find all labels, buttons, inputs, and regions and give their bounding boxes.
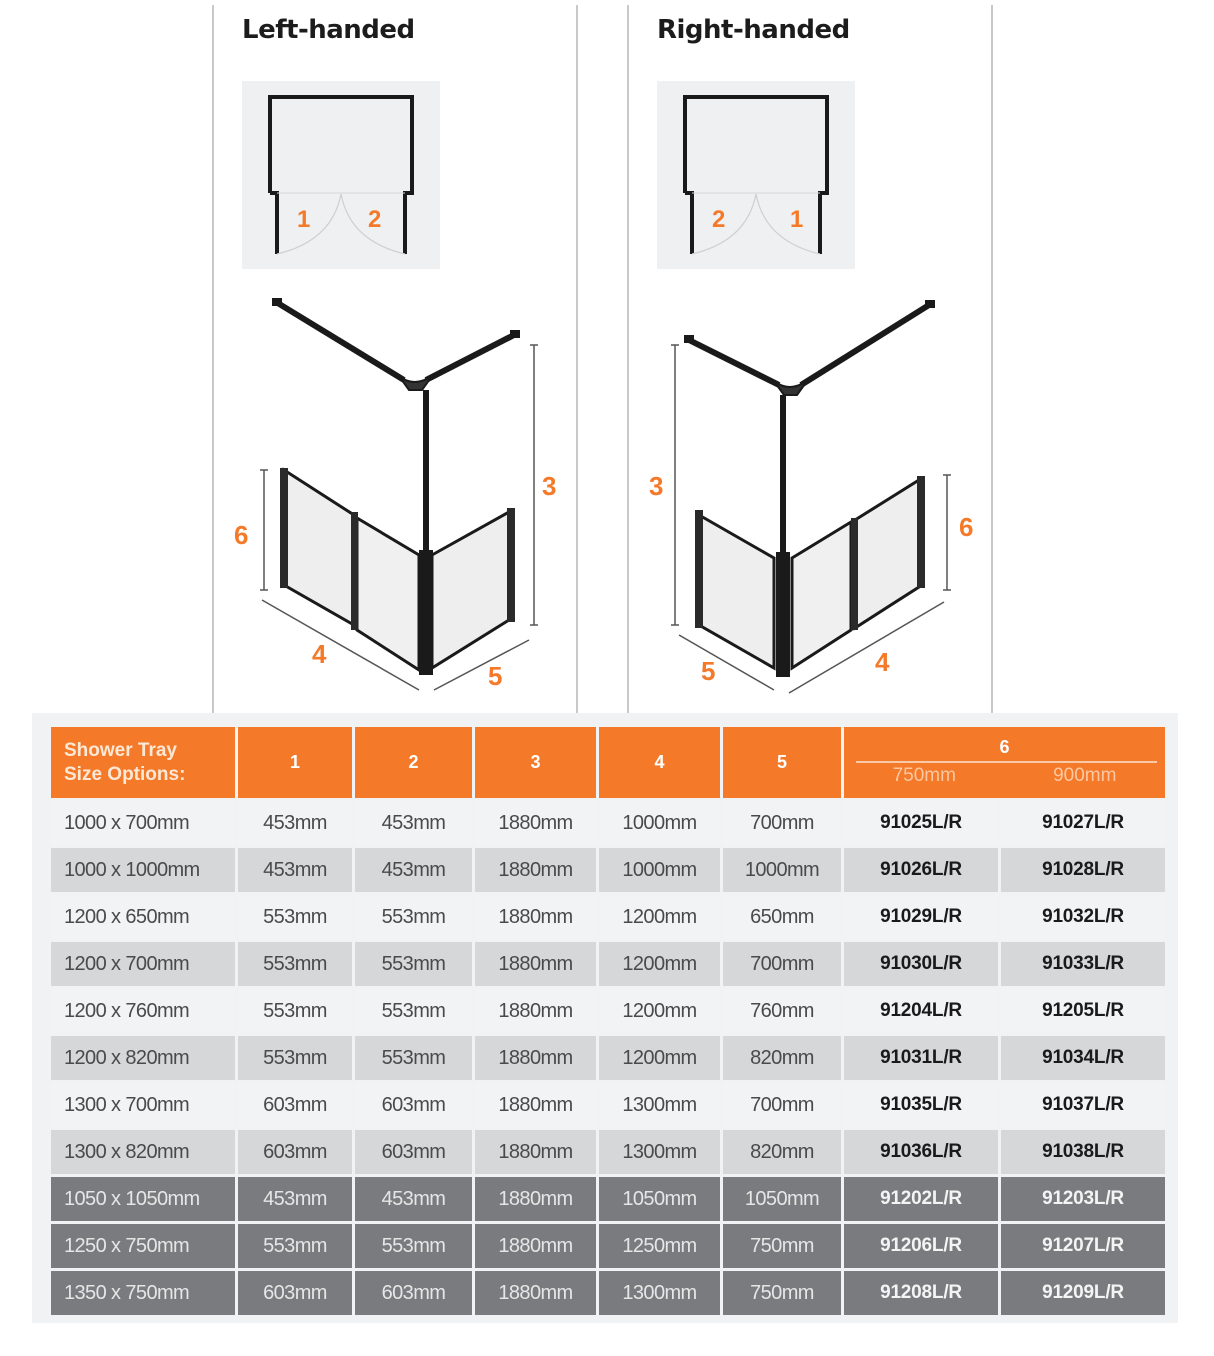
header-divider — [856, 761, 1157, 763]
product-code-750: 91031L/R — [844, 1036, 998, 1080]
table-row — [51, 1130, 1165, 1174]
product-code-750: 91026L/R — [844, 848, 998, 892]
dim-4: 1200mm — [599, 989, 720, 1033]
product-code-900: 91034L/R — [1001, 1036, 1165, 1080]
header-col-6: 6 750mm 900mm — [844, 727, 1165, 798]
dim-1: 553mm — [238, 895, 352, 939]
plan-view-diagram — [657, 81, 855, 269]
right-handed-panel — [627, 5, 993, 716]
header-900mm: 900mm — [1053, 765, 1117, 786]
product-code-900: 91027L/R — [1001, 801, 1165, 845]
table-row — [51, 1036, 1165, 1080]
table-row — [51, 942, 1165, 986]
product-code-900: 91209L/R — [1001, 1271, 1165, 1315]
plan-label-1: 1 — [297, 206, 311, 233]
header-col-5: 5 — [723, 727, 841, 798]
product-code-900: 91038L/R — [1001, 1130, 1165, 1174]
header-col-3: 3 — [475, 727, 596, 798]
product-code-900: 91028L/R — [1001, 848, 1165, 892]
dim-3: 1880mm — [475, 1177, 596, 1221]
isometric-diagram — [629, 290, 995, 710]
dim-5: 700mm — [723, 801, 841, 845]
dim-4: 1300mm — [599, 1271, 720, 1315]
product-code-750: 91030L/R — [844, 942, 998, 986]
dim-3: 1880mm — [475, 1036, 596, 1080]
tray-size: 1250 x 750mm — [51, 1224, 235, 1268]
table-row — [51, 1224, 1165, 1268]
product-code-900: 91033L/R — [1001, 942, 1165, 986]
dim-3: 1880mm — [475, 848, 596, 892]
dimension-label-6: 6 — [959, 512, 974, 542]
dim-4: 1200mm — [599, 942, 720, 986]
tray-size: 1000 x 1000mm — [51, 848, 235, 892]
panel-title: Left-handed — [242, 15, 415, 45]
dim-5: 820mm — [723, 1130, 841, 1174]
header-col-2: 2 — [355, 727, 472, 798]
table-row — [51, 1271, 1165, 1315]
header-size-options: Shower Tray Size Options: — [51, 727, 235, 798]
dim-3: 1880mm — [475, 1224, 596, 1268]
table-row — [51, 895, 1165, 939]
dim-2: 453mm — [355, 1177, 472, 1221]
table-row — [51, 848, 1165, 892]
product-code-900: 91203L/R — [1001, 1177, 1165, 1221]
size-options-table — [48, 724, 1168, 1318]
tray-size: 1200 x 760mm — [51, 989, 235, 1033]
dim-5: 650mm — [723, 895, 841, 939]
dim-3: 1880mm — [475, 801, 596, 845]
dim-5: 700mm — [723, 1083, 841, 1127]
dim-2: 553mm — [355, 1224, 472, 1268]
plan-label-2: 2 — [368, 206, 382, 233]
plan-view-diagram — [242, 81, 440, 269]
product-code-900: 91207L/R — [1001, 1224, 1165, 1268]
table-row — [51, 1083, 1165, 1127]
dim-4: 1000mm — [599, 801, 720, 845]
dimension-label-3: 3 — [649, 471, 664, 501]
tray-size: 1300 x 700mm — [51, 1083, 235, 1127]
dim-5: 750mm — [723, 1224, 841, 1268]
product-code-900: 91037L/R — [1001, 1083, 1165, 1127]
dim-3: 1880mm — [475, 1271, 596, 1315]
product-code-750: 91208L/R — [844, 1271, 998, 1315]
dim-1: 453mm — [238, 801, 352, 845]
dim-1: 603mm — [238, 1083, 352, 1127]
product-code-750: 91025L/R — [844, 801, 998, 845]
dimension-label-6: 6 — [234, 520, 249, 550]
panel-title: Right-handed — [657, 15, 850, 45]
table-row — [51, 1177, 1165, 1221]
dimension-label-4: 4 — [875, 647, 890, 677]
dim-2: 453mm — [355, 801, 472, 845]
tray-size: 1350 x 750mm — [51, 1271, 235, 1315]
dim-2: 453mm — [355, 848, 472, 892]
table-row — [51, 989, 1165, 1033]
dim-1: 453mm — [238, 1177, 352, 1221]
dim-5: 820mm — [723, 1036, 841, 1080]
tray-size: 1300 x 820mm — [51, 1130, 235, 1174]
header-col-4: 4 — [599, 727, 720, 798]
dimension-label-5: 5 — [701, 656, 716, 686]
dimension-label-5: 5 — [488, 661, 503, 691]
dim-3: 1880mm — [475, 989, 596, 1033]
product-code-900: 91032L/R — [1001, 895, 1165, 939]
dim-3: 1880mm — [475, 942, 596, 986]
plan-view-icon — [657, 81, 855, 269]
header-col-1: 1 — [238, 727, 352, 798]
product-code-750: 91035L/R — [844, 1083, 998, 1127]
dim-2: 603mm — [355, 1083, 472, 1127]
dim-1: 553mm — [238, 1224, 352, 1268]
dim-4: 1200mm — [599, 1036, 720, 1080]
dim-3: 1880mm — [475, 1083, 596, 1127]
dim-5: 750mm — [723, 1271, 841, 1315]
shower-enclosure-icon — [214, 290, 580, 710]
tray-size: 1200 x 650mm — [51, 895, 235, 939]
product-code-900: 91205L/R — [1001, 989, 1165, 1033]
dim-5: 1050mm — [723, 1177, 841, 1221]
shower-enclosure-icon — [629, 290, 995, 710]
tray-size: 1200 x 700mm — [51, 942, 235, 986]
dim-4: 1300mm — [599, 1083, 720, 1127]
dim-2: 603mm — [355, 1271, 472, 1315]
left-handed-panel — [212, 5, 578, 716]
table-header-row — [51, 727, 1165, 798]
dim-4: 1050mm — [599, 1177, 720, 1221]
dim-2: 553mm — [355, 1036, 472, 1080]
product-code-750: 91202L/R — [844, 1177, 998, 1221]
dim-2: 603mm — [355, 1130, 472, 1174]
dim-5: 700mm — [723, 942, 841, 986]
dim-4: 1200mm — [599, 895, 720, 939]
dim-1: 553mm — [238, 1036, 352, 1080]
table-row — [51, 801, 1165, 845]
tray-size: 1050 x 1050mm — [51, 1177, 235, 1221]
dim-1: 453mm — [238, 848, 352, 892]
dim-3: 1880mm — [475, 895, 596, 939]
product-code-750: 91204L/R — [844, 989, 998, 1033]
isometric-diagram — [214, 290, 580, 710]
dim-2: 553mm — [355, 989, 472, 1033]
dimension-label-3: 3 — [542, 471, 557, 501]
dim-3: 1880mm — [475, 1130, 596, 1174]
plan-label-2: 2 — [712, 206, 726, 233]
header-750mm: 750mm — [892, 765, 956, 786]
product-code-750: 91036L/R — [844, 1130, 998, 1174]
size-options-table-container — [32, 713, 1178, 1323]
dim-1: 553mm — [238, 989, 352, 1033]
tray-size: 1200 x 820mm — [51, 1036, 235, 1080]
plan-view-icon — [242, 81, 440, 269]
dim-4: 1300mm — [599, 1130, 720, 1174]
product-code-750: 91206L/R — [844, 1224, 998, 1268]
dim-2: 553mm — [355, 942, 472, 986]
tray-size: 1000 x 700mm — [51, 801, 235, 845]
dim-4: 1000mm — [599, 848, 720, 892]
dimension-label-4: 4 — [312, 639, 327, 669]
dim-2: 553mm — [355, 895, 472, 939]
dim-1: 603mm — [238, 1130, 352, 1174]
dim-5: 760mm — [723, 989, 841, 1033]
product-code-750: 91029L/R — [844, 895, 998, 939]
dim-4: 1250mm — [599, 1224, 720, 1268]
dim-1: 553mm — [238, 942, 352, 986]
dim-5: 1000mm — [723, 848, 841, 892]
plan-label-1: 1 — [790, 206, 804, 233]
dim-1: 603mm — [238, 1271, 352, 1315]
